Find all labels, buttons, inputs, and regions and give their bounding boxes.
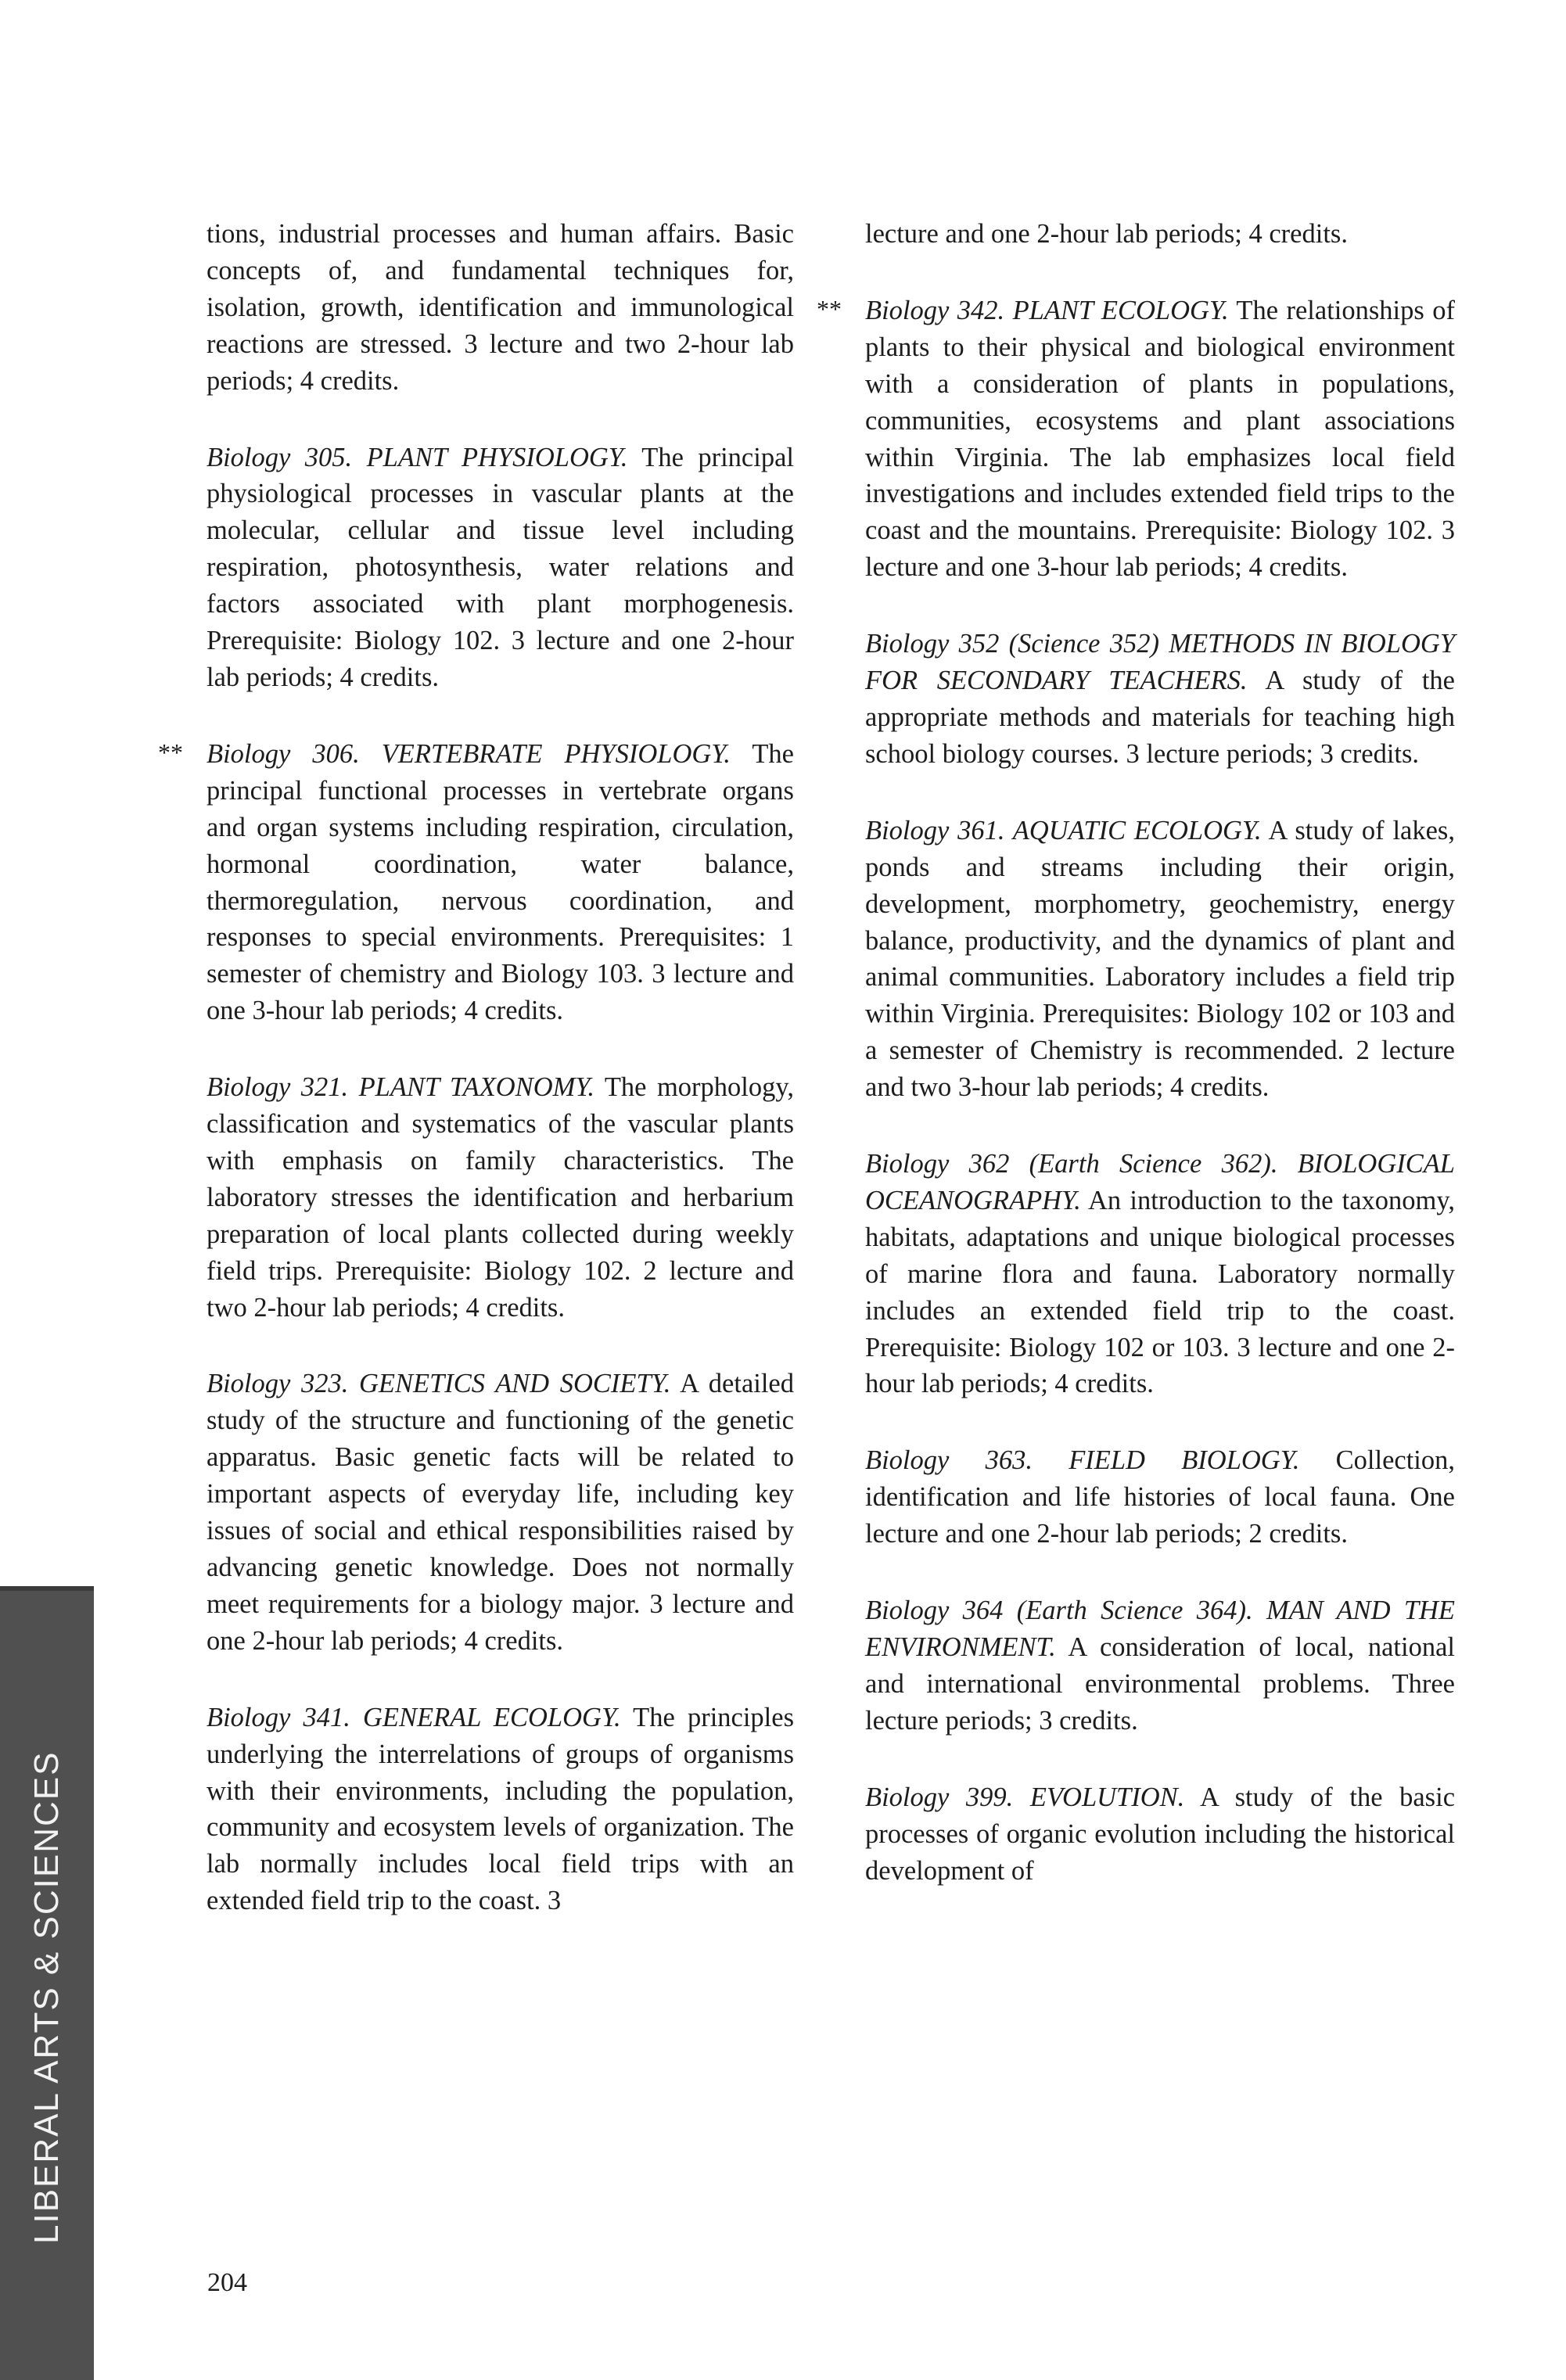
course-entry: [865, 1442, 1455, 1553]
course-entry: [207, 1366, 794, 1659]
right-column: [817, 216, 1456, 1929]
course-description: A detailed study of the structure and functioning of the genetic apparatus. Basic genetic facts will be related to important aspects of everyday life, including key issues of social and ethical responsibilities raised by advancing genetic knowledge. Does not normally meet requirements for a biology major. 3 lecture and one 2-hour lab periods; 4 credits.: [207, 1369, 794, 1656]
course-entry: [865, 1592, 1455, 1739]
course-heading: Biology 342. PLANT ECOLOGY.: [865, 295, 1229, 325]
course-entry: [207, 1069, 794, 1326]
course-marker: **: [817, 294, 842, 323]
course-entry: [207, 216, 794, 400]
course-description: The morphology, classification and systematics of the vascular plants with emphasis on family characteristics. The laboratory stresses the identification and herbarium preparation of local plants collected during weekly field trips. Prerequisite: Biology 102. 2 lecture and two 2-hour lab periods; 4 credits.: [207, 1072, 794, 1323]
course-entry: [865, 813, 1455, 1106]
course-description: The relationships of plants to their physical and biological environment with a consideration of plants in populations, communities, ecosystems and plant associations within Virginia. The lab emphasizes local field investigations and includes extended field trips to the coast and the mountains. Prerequisite: Biology 102. 3 lecture and one 3-hour lab periods; 4 credits.: [865, 295, 1455, 583]
course-description: A study of the appropriate methods and materials for teaching high school biology courses. 3 lecture periods; 3 credits.: [865, 666, 1455, 769]
course-heading: Biology 362 (Earth Science 362). BIOLOGICAL OCEANOGRAPHY.: [865, 1149, 1455, 1215]
course-entry: [817, 293, 1455, 586]
course-entry: [865, 1146, 1455, 1402]
course-heading: Biology 399. EVOLUTION.: [865, 1782, 1185, 1812]
course-heading: Biology 341. GENERAL ECOLOGY.: [207, 1702, 621, 1732]
course-entry: [865, 1779, 1455, 1890]
course-entry: [207, 1700, 794, 1919]
course-description: The principal functional processes in vertebrate organs and organ systems including respiration, circulation, hormonal coordination, water balance, thermoregulation, nervous coordination, and responses to special environments. Prerequisites: 1 semester of chemistry and Biology 103. 3 lecture and one 3-hour lab periods; 4 credits.: [207, 738, 794, 1026]
course-description: A study of the basic processes of organic evolution including the historical development of: [865, 1782, 1456, 1886]
course-description: The principal physiological processes in vascular plants at the molecular, cellular and tissue level including respiration, photosynthesis, water relations and factors associated with plant morphogenesis. Prerequisite: Biology 102. 3 lecture and one 2-hour lab periods; 4 credits.: [207, 442, 794, 692]
course-entry: [865, 626, 1455, 773]
course-heading: Biology 323. GENETICS AND SOCIETY.: [207, 1369, 671, 1399]
course-description: Collection, identification and life histories of local fauna. One lecture and one 2-hour lab periods; 2 credits.: [865, 1445, 1456, 1549]
section-tab: [0, 1586, 94, 2380]
course-description: The principles underlying the interrelations of groups of organisms with their environments, including the population, community and ecosystem levels of organization. The lab normally includes local field trips with an extended field trip to the coast. 3: [207, 1702, 794, 1916]
course-entry: [865, 216, 1455, 253]
course-heading: Biology 306. VERTEBRATE PHYSIOLOGY.: [207, 738, 731, 769]
course-heading: Biology 352 (Science 352) METHODS IN BIOLOGY FOR SECONDARY TEACHERS.: [865, 629, 1455, 696]
course-description: A consideration of local, national and international environmental problems. Three lecture periods; 3 credits.: [865, 1632, 1455, 1736]
left-column: [158, 216, 794, 1959]
course-description: tions, industrial processes and human affairs. Basic concepts of, and fundamental techniques for, isolation, growth, identification and immunological reactions are stressed. 3 lecture and two 2-hour lab periods; 4 credits.: [207, 219, 794, 396]
course-description: lecture and one 2-hour lab periods; 4 credits.: [865, 219, 1348, 249]
course-heading: Biology 305. PLANT PHYSIOLOGY.: [207, 442, 628, 472]
course-heading: Biology 361. AQUATIC ECOLOGY.: [865, 815, 1262, 845]
course-description: A study of lakes, ponds and streams including their origin, development, morphometry, geochemistry, energy balance, productivity, and the dynamics of plant and animal communities. Laboratory includes a field trip within Virginia. Prerequisites: Biology 102 or 103 and a semester of Chemistry is recommended. 2 lecture and two 3-hour lab periods; 4 credits.: [865, 815, 1455, 1103]
section-tab-label: LIBERAL ARTS & SCIENCES: [27, 1750, 66, 2244]
course-heading: Biology 364 (Earth Science 364). MAN AND THE ENVIRONMENT.: [865, 1596, 1455, 1662]
course-heading: Biology 363. FIELD BIOLOGY.: [865, 1445, 1300, 1476]
course-heading: Biology 321. PLANT TAXONOMY.: [207, 1072, 594, 1103]
course-entry: [207, 440, 794, 696]
course-marker: **: [158, 738, 183, 766]
course-description: An introduction to the taxonomy, habitats, adaptations and unique biological processes of marine flora and fauna. Laboratory normally includes an extended field trip to the coast. Prerequisite: Biology 102 or 103. 3 lecture and one 2-hour lab periods; 4 credits.: [865, 1185, 1455, 1399]
course-entry: [158, 736, 794, 1029]
page-number: 204: [207, 2268, 247, 2297]
